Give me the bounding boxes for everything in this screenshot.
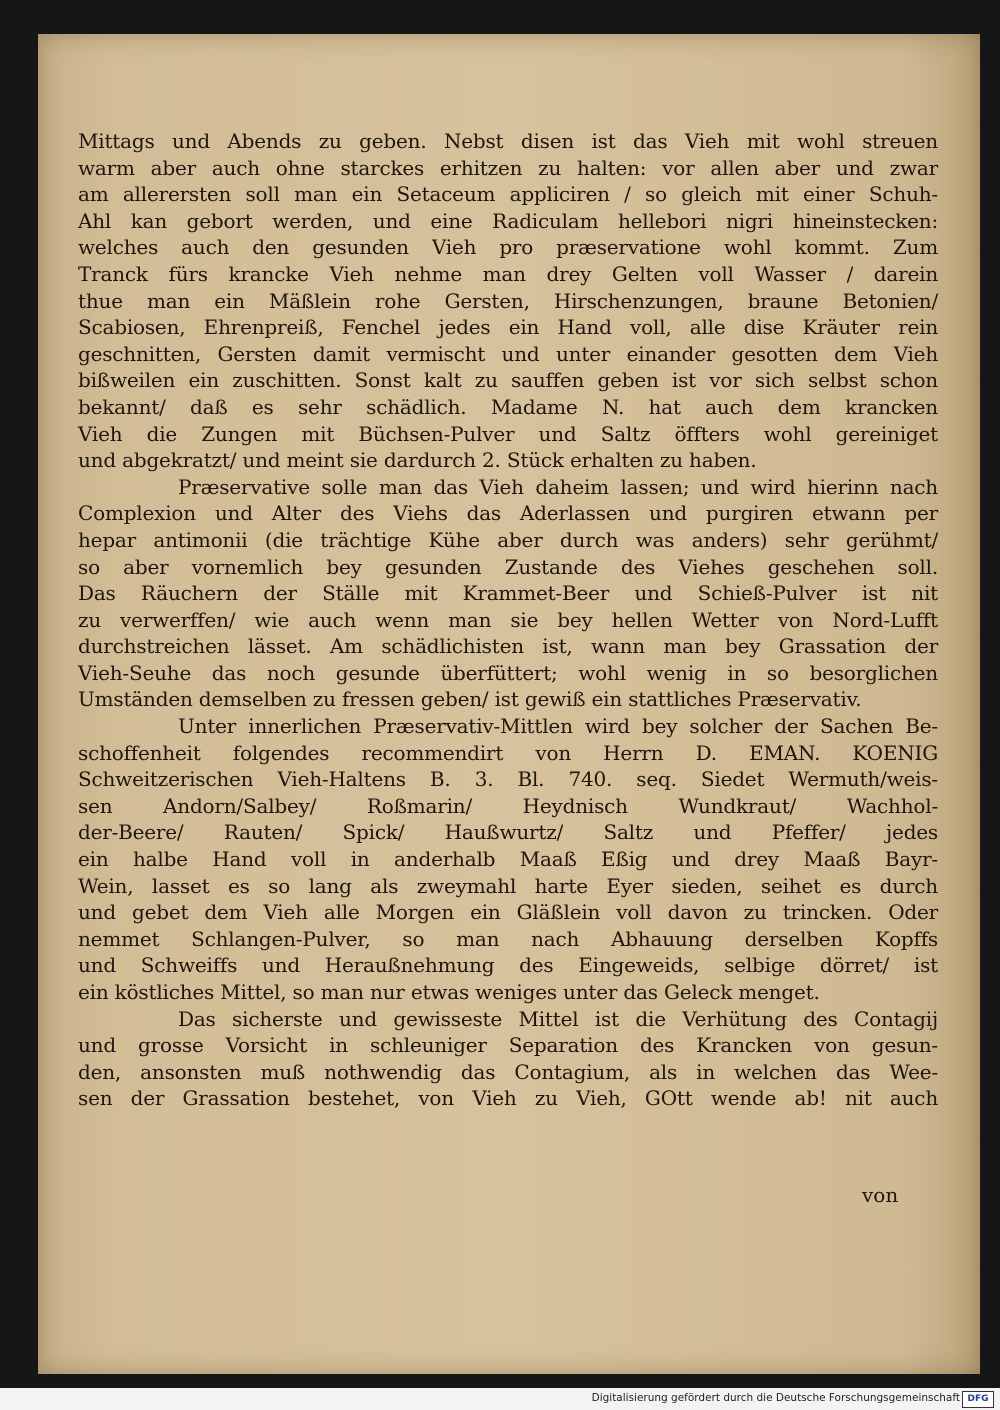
text-line: Umständen demselben zu fressen geben/ ist gewiß ein stattliches Præservativ. [78,687,862,712]
text-line: geschnitten, Gersten damit vermischt und unter einander gesotten dem Vieh [78,341,938,366]
catchword: von [862,1183,899,1207]
footer-credit: Digitalisierung gefördert durch die Deutsche Forschungsgemeinschaft [591,1392,960,1404]
dfg-logo: DFG [962,1391,994,1408]
text-line: Vieh die Zungen mit Büchsen-Pulver und Saltz öffters wohl gereiniget [78,421,938,446]
text-line: den, ansonsten muß nothwendig das Contagium, als in welchen das Wee- [78,1059,938,1084]
text-line: Das sicherste und gewisseste Mittel ist die Verhütung des Contagij [178,1006,938,1031]
text-line: Unter innerlichen Præservativ-Mittlen wird bey solcher der Sachen Be- [178,714,938,739]
text-line: welches auch den gesunden Vieh pro præservatione wohl kommt. Zum [78,235,938,260]
text-line: sen Andorn/Salbey/ Roßmarin/ Heydnisch Wundkraut/ Wachhol- [78,793,938,818]
text-line: warm aber auch ohne starckes erhitzen zu halten: vor allen aber und zwar [78,155,938,180]
text-line: sen der Grassation bestehet, von Vieh zu Vieh, GOtt wende ab! nit auch [78,1086,938,1111]
text-line: Complexion und Alter des Viehs das Aderlassen und purgiren etwann per [78,501,938,526]
text-line: und abgekratzt/ und meint sie dardurch 2. Stück erhalten zu haben. [78,448,757,473]
text-line: nemmet Schlangen-Pulver, so man nach Abhauung derselben Kopffs [78,926,938,951]
text-line: und gebet dem Vieh alle Morgen ein Gläßlein voll davon zu trincken. Oder [78,900,938,925]
text-line: Mittags und Abends zu geben. Nebst disen ist das Vieh mit wohl streuen [78,129,938,153]
text-line: Scabiosen, Ehrenpreiß, Fenchel jedes ein Hand voll, alle dise Kräuter rein [78,315,938,340]
text-line: so aber vornemlich bey gesunden Zustande des Viehes geschehen soll. [78,554,938,579]
text-line: Wein, lasset es so lang als zweymahl harte Eyer sieden, seihet es durch [78,873,938,898]
text-line: Tranck fürs krancke Vieh nehme man drey Gelten voll Wasser / darein [78,261,938,286]
text-line: bekannt/ daß es sehr schädlich. Madame N. hat auch dem krancken [78,394,938,419]
text-line: hepar antimonii (die trächtige Kühe aber durch was anders) sehr gerühmt/ [78,527,938,552]
text-line: Vieh-Seuhe das noch gesunde überfüttert; wohl wenig in so besorglichen [78,660,938,685]
text-line: der-Beere/ Rauten/ Spick/ Haußwurtz/ Saltz und Pfeffer/ jedes [78,820,938,845]
text-line: bißweilen ein zuschitten. Sonst kalt zu sauffen geben ist vor sich selbst schon [78,368,938,393]
text-line: ein köstliches Mittel, so man nur etwas weniges unter das Geleck menget. [78,980,820,1004]
text-line: zu verwerffen/ wie auch wenn man sie bey hellen Wetter von Nord-Lufft [78,607,938,632]
footer-bar [0,1388,1000,1410]
text-line: und Schweiffs und Heraußnehmung des Eingeweids, selbige dörret/ ist [78,953,938,978]
text-line: Præservative solle man das Vieh daheim lassen; und wird hierinn nach [178,474,938,499]
text-line: Ahl kan gebort werden, und eine Radiculam hellebori nigri hineinstecken: [78,208,938,233]
text-line: thue man ein Mäßlein rohe Gersten, Hirschenzungen, braune Betonien/ [78,288,938,313]
text-line: am allerersten soll man ein Setaceum appliciren / so gleich mit einer Schuh- [78,182,938,207]
text-line: schoffenheit folgendes recommendirt von Herrn D. EMAN. KOENIG [78,740,938,765]
text-line: Das Räuchern der Ställe mit Krammet-Beer und Schieß-Pulver ist nit [78,581,938,606]
text-line: ein halbe Hand voll in anderhalb Maaß Eßig und drey Maaß Bayr- [78,847,938,872]
text-line: Schweitzerischen Vieh-Haltens B. 3. Bl. 740. seq. Siedet Wermuth/weis- [78,767,938,792]
page-text [78,128,938,1112]
text-line: und grosse Vorsicht in schleuniger Separation des Krancken von gesun- [78,1033,938,1058]
text-line: durchstreichen lässet. Am schädlichisten ist, wann man bey Grassation der [78,634,938,659]
